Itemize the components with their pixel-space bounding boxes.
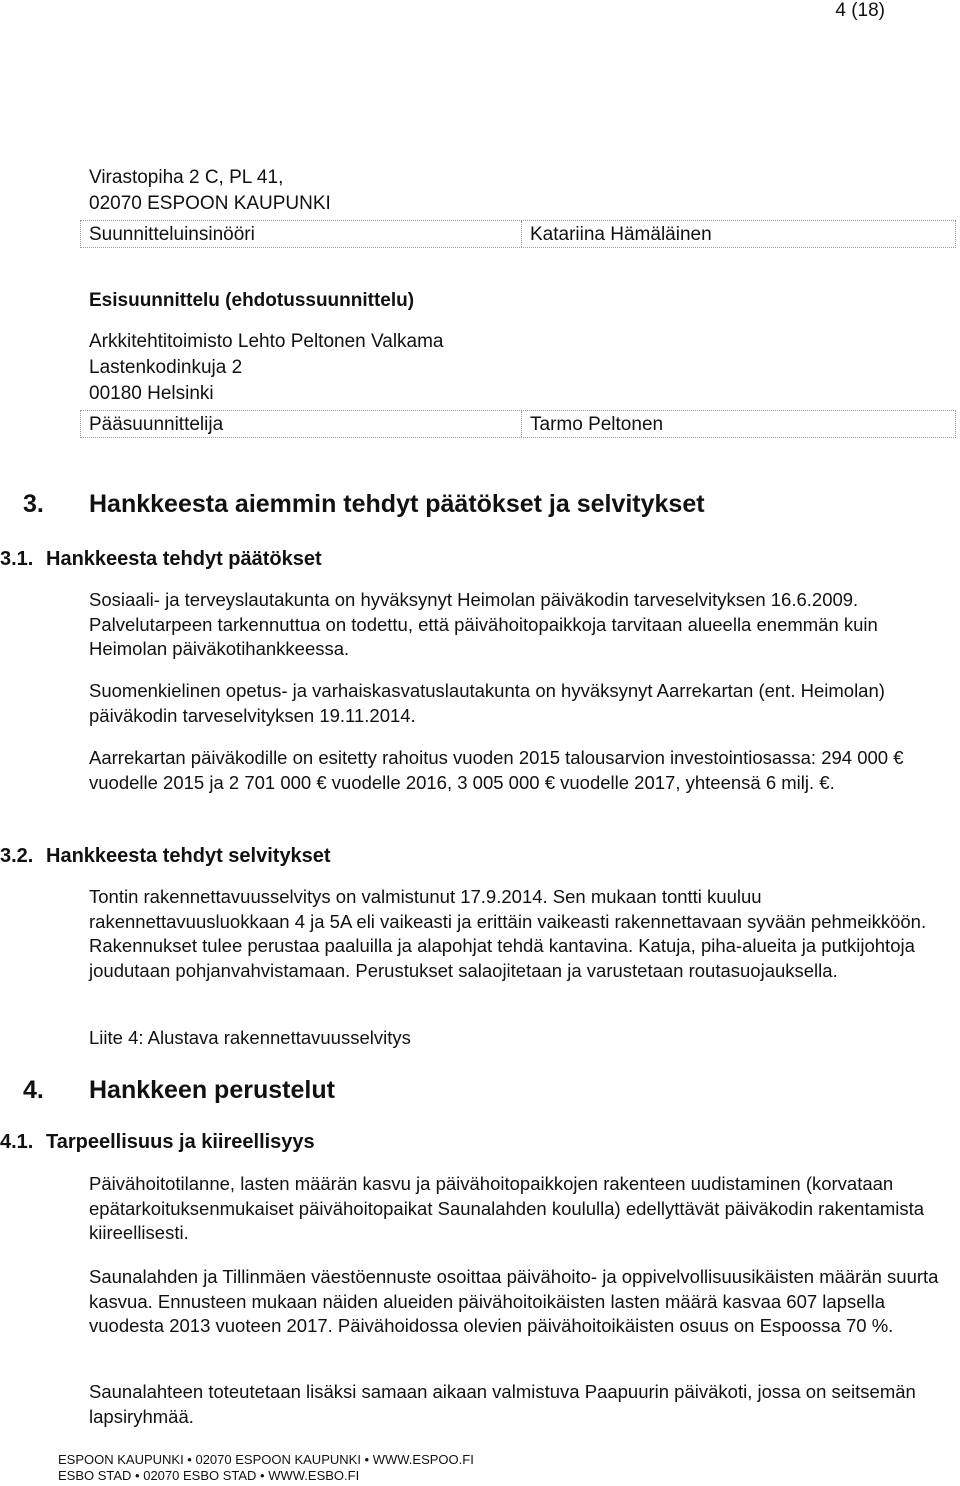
paragraph-text: Aarrekartan päiväkodille on esitetty rahoitus vuoden 2015 talousarvion investointiosassa: 294 000 € vuodelle 2015 ja 2 701 000 € vuodelle 2016, 3 005 000 € vuodelle 2017, yhteensä 6 milj. €. [89, 747, 904, 793]
paragraph [89, 1026, 949, 1051]
design-heading: Esisuunnittelu (ehdotussuunnittelu) [89, 290, 415, 311]
office-line-2: Lastenkodinkuja 2 [89, 357, 243, 378]
paragraph [89, 1380, 949, 1429]
paragraph-text: Saunalahteen toteutetaan lisäksi samaan aikaan valmistuva Paapuurin päiväkoti, jossa on seitsemän lapsiryhmää. [89, 1381, 916, 1427]
column-divider [521, 411, 522, 437]
section-3-2-title: Hankkeesta tehdyt selvitykset [46, 845, 331, 867]
paragraph-text: Sosiaali- ja terveyslautakunta on hyväksynyt Heimolan päiväkodin tarveselvityksen 16.6.2009. Palvelutarpeen tarkennuttua on todettu, että päivähoitopaikkoja tarvitaan alueella enemmän kuin Heimolan päiväkotihankkeessa. [89, 589, 878, 659]
footer-line-2: ESBO STAD • 02070 ESBO STAD • WWW.ESBO.FI [58, 1468, 360, 1483]
contact-row-1 [80, 220, 956, 248]
office-line-3: 00180 Helsinki [89, 383, 214, 404]
section-4-1-number: 4.1. [0, 1131, 34, 1153]
section-4-1-title: Tarpeellisuus ja kiireellisyys [46, 1131, 315, 1153]
section-4-title: Hankkeen perustelut [89, 1076, 335, 1104]
paragraph-text: Suomenkielinen opetus- ja varhaiskasvatuslautakunta on hyväksynyt Aarrekartan (ent. Heimolan) päiväkodin tarveselvityksen 19.11.2014. [89, 680, 885, 726]
column-divider [521, 221, 522, 247]
paragraph [89, 1265, 949, 1339]
section-3-2-number: 3.2. [0, 845, 34, 867]
paragraph [89, 679, 949, 728]
address-line-2: 02070 ESPOON KAUPUNKI [89, 193, 331, 214]
paragraph [89, 885, 949, 983]
address-line-1: Virastopiha 2 C, PL 41, [89, 167, 284, 188]
section-3-number: 3. [23, 490, 44, 518]
paragraph-text: Päivähoitotilanne, lasten määrän kasvu ja päivähoitopaikkojen rakenteen uudistaminen (korvataan epätarkoituksenmukaiset päivähoitopaikat Saunalahden koululla) edellyttävät päiväkodin rakentamista kiireellisesti. [89, 1173, 925, 1243]
footer-line-1: ESPOON KAUPUNKI • 02070 ESPOON KAUPUNKI • WWW.ESPOO.FI [58, 1452, 474, 1467]
contact-role: Pääsuunnittelija [89, 414, 224, 435]
contact-row-2 [80, 410, 956, 438]
office-line-1: Arkkitehtitoimisto Lehto Peltonen Valkama [89, 331, 444, 352]
section-3-1-title: Hankkeesta tehdyt päätökset [46, 548, 322, 570]
appendix-reference: Liite 4: Alustava rakennettavuusselvitys [89, 1027, 411, 1048]
section-3-title: Hankkeesta aiemmin tehdyt päätökset ja selvitykset [89, 490, 705, 518]
paragraph-text: Saunalahden ja Tillinmäen väestöennuste osoittaa päivähoito- ja oppivelvollisuusikäisten määrän suurta kasvua. Ennusteen mukaan näiden alueiden päivähoitoikäisten lasten määrä kasvaa 607 lapsella vuodesta 2013 vuoteen 2017. Päivähoidossa olevien päivähoitoikäisten osuus on Espoossa 70 %. [89, 1266, 939, 1336]
paragraph [89, 1172, 949, 1246]
paragraph [89, 588, 949, 662]
contact-name: Katariina Hämäläinen [530, 224, 712, 245]
paragraph [89, 746, 949, 795]
contact-name: Tarmo Peltonen [530, 414, 664, 435]
page-number: 4 (18) [835, 0, 885, 21]
paragraph-text: Tontin rakennettavuusselvitys on valmistunut 17.9.2014. Sen mukaan tontti kuuluu rakennettavuusluokkaan 4 ja 5A eli vaikeasti ja erittäin vaikeasti rakennettavaan syvään pehmeikköön. Rakennukset tulee perustaa paaluilla ja alapohjat tehdä kantavina. Katuja, piha-alueita ja putkijohtoja joudutaan pohjanvahvistamaan. Perustukset salaojitetaan ja varustetaan routasuojauksella. [89, 886, 927, 981]
section-4-number: 4. [23, 1076, 44, 1104]
contact-role: Suunnitteluinsinööri [89, 224, 255, 245]
section-3-1-number: 3.1. [0, 548, 34, 570]
